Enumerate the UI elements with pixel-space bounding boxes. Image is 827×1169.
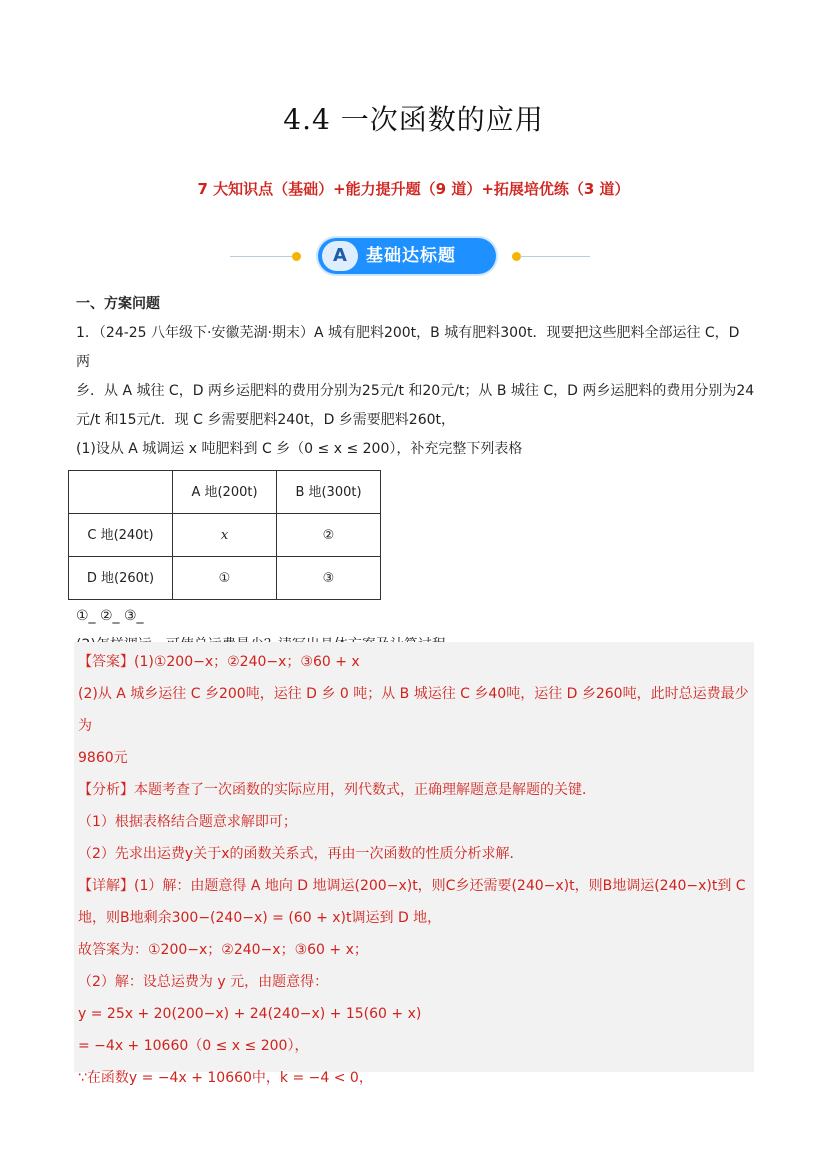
analysis-line: 【分析】本题考查了一次函数的实际应用，列代数式，正确理解题意是解题的关键． (78, 782, 596, 798)
detail-line: 【详解】(1）解：由题意得 A 地向 D 地调运(200−x)t，则C乡还需要(240−x)t，则B地调运(240−x)t到 C (78, 878, 746, 894)
table-row (69, 557, 381, 600)
page-title: 4.4 一次函数的应用 (283, 103, 544, 136)
question-1: (1)设从 A 城调运 x 吨肥料到 C 乡（0 ≤ x ≤ 200），补充完整下列表格 (76, 441, 523, 457)
table-cell (69, 471, 173, 514)
answer-line: 9860元 (78, 750, 128, 766)
problem-line-3: 元/t 和15元/t．现 C 乡需要肥料240t，D 乡需要肥料260t， (76, 412, 456, 428)
problem-line-1: 1．（24-25 八年级下·安徽芜湖·期末）A 城有肥料200t，B 城有肥料300t．现要把这些肥料全部运往 C，D 两 (76, 325, 740, 370)
transport-table (68, 470, 381, 600)
analysis-line: （2）先求出运费y关于x的函数关系式，再由一次函数的性质分析求解． (78, 846, 524, 862)
table-cell: D 地(260t) (69, 557, 173, 600)
page-subtitle: 7 大知识点（基础）+能力提升题（9 道）+拓展培优练（3 道） (197, 180, 630, 198)
table-cell: x (173, 514, 277, 557)
section-heading: 一、方案问题 (76, 296, 160, 312)
table-row (69, 514, 381, 557)
formula-line: y = 25x + 20(200−x) + 24(240−x) + 15(60 + x) (78, 1006, 422, 1022)
detail-line: （2）解：设总运费为 y 元，由题意得： (78, 974, 329, 990)
formula-line: = −4x + 10660（0 ≤ x ≤ 200）， (78, 1038, 309, 1054)
banner-badge: A (322, 241, 358, 271)
banner-dot-left (292, 252, 301, 261)
answer-line: (2)从 A 城乡运往 C 乡200吨，运往 D 乡 0 吨；从 B 城运往 C 乡40吨，运往 D 乡260吨，此时总运费最少为 (78, 686, 749, 734)
banner-pill (318, 238, 496, 274)
analysis-line: （1）根据表格结合题意求解即可； (78, 814, 297, 830)
answer-blanks: ①_ ②_ ③_ (76, 608, 144, 624)
table-cell: ② (277, 514, 381, 557)
section-banner (230, 236, 590, 276)
detail-line: 故答案为：①200−x；②240−x；③60 + x； (78, 942, 368, 958)
formula-line: ∵在函数y = −4x + 10660中，k = −4 < 0， (78, 1070, 373, 1086)
answer-line: 【答案】(1)①200−x；②240−x；③60 + x (78, 654, 360, 670)
table-cell: C 地(240t) (69, 514, 173, 557)
answer-content (78, 646, 754, 1094)
table-row (69, 471, 381, 514)
detail-line: 地，则B地剩余300−(240−x) = (60 + x)t调运到 D 地， (78, 910, 442, 926)
table-cell: B 地(300t) (277, 471, 381, 514)
table-cell: ① (173, 557, 277, 600)
problem-line-2: 乡．从 A 城往 C，D 两乡运肥料的费用分别为25元/t 和20元/t；从 B 城往 C，D 两乡运肥料的费用分别为24 (76, 383, 755, 399)
table-cell: A 地(200t) (173, 471, 277, 514)
banner-line-left (230, 256, 300, 257)
banner-line-right (520, 256, 590, 257)
banner-label: 基础达标题 (366, 246, 456, 266)
table-cell: ③ (277, 557, 381, 600)
problem-content (76, 290, 756, 660)
